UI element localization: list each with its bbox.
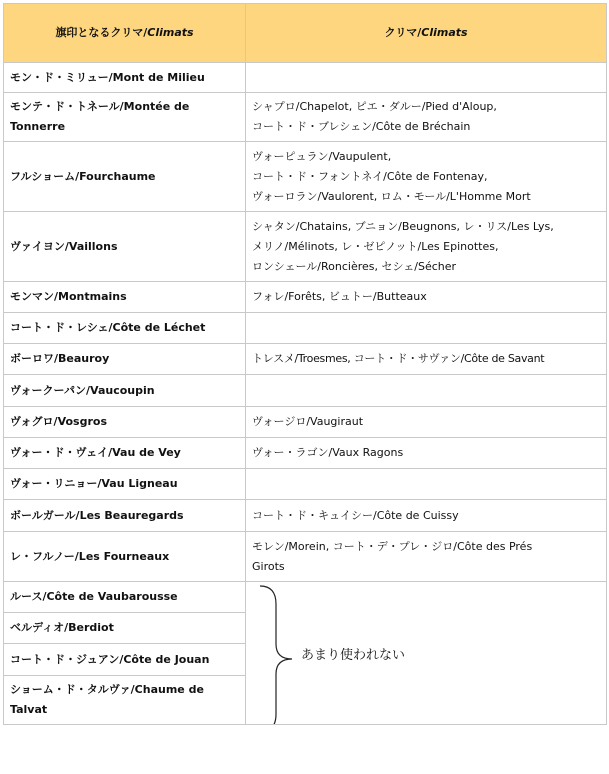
climat-line: ヴォー・ラゴン/Vaux Ragons [252,446,404,459]
table-row [4,344,607,375]
header-flagship-climats: 旗印となるクリマ/Climats [4,4,246,63]
climat-list [246,438,607,469]
climat-list [246,407,607,438]
climat-list [246,532,607,582]
flagship-climat: ベルディオ/Berdiot [4,613,246,644]
climat-line: トレスメ/Troesmes, コート・ド・サヴァン/Côte de Savant [252,352,545,365]
climat-line: ヴォージロ/Vaugiraut [252,415,364,428]
grouped-note: あまり使われない [301,648,406,663]
flagship-climat: コート・ド・ジュアン/Côte de Jouan [4,644,246,676]
climat-list [246,469,607,500]
table-row [4,282,607,313]
flagship-climat: ボーロワ/Beauroy [4,344,246,375]
climats-table [3,3,607,725]
climat-list [246,212,607,282]
table-row [4,212,607,282]
climat-line: ヴォーピュラン/Vaupulent, [252,149,392,163]
table-row [4,582,607,613]
grouped-note-cell [246,582,607,725]
table-row [4,93,607,142]
flagship-climat: ヴァイヨン/Vaillons [4,212,246,282]
flagship-climat: モンテ・ド・トネール/Montée de Tonnerre [4,93,246,142]
climat-list [246,344,607,375]
climat-line: メリノ/Mélinots, レ・ゼピノット/Les Epinottes, [252,239,499,253]
climat-line: モレン/Morein, コート・デ・プレ・ジロ/Côte des Prés [252,539,533,553]
table-row [4,142,607,212]
climat-list [246,313,607,344]
flagship-climat: ヴォグロ/Vosgros [4,407,246,438]
climat-list [246,93,607,142]
flagship-climat: ヴォー・リニョー/Vau Ligneau [4,469,246,500]
header-row [4,4,607,63]
flagship-climat: モンマン/Montmains [4,282,246,313]
flagship-climat: ルース/Côte de Vaubarousse [4,582,246,613]
flagship-climat: フルショーム/Fourchaume [4,142,246,212]
table-row [4,63,607,93]
table-row [4,469,607,500]
climat-line: Girots [252,559,285,573]
flagship-climat: モン・ド・ミリュー/Mont de Milieu [4,63,246,93]
flagship-climat: コート・ド・レシェ/Côte de Léchet [4,313,246,344]
flagship-climat: ボールガール/Les Beauregards [4,500,246,532]
climat-list [246,63,607,93]
climat-line: シャタン/Chatains, ブニョン/Beugnons, レ・リス/Les Lys, [252,219,554,233]
climat-line: コート・ド・フォントネイ/Côte de Fontenay, [252,169,488,183]
climat-line: ヴォーロラン/Vaulorent, ロム・モール/L'Homme Mort [252,189,531,203]
climat-line: コート・ド・ブレシェン/Côte de Bréchain [252,120,471,133]
table-row [4,407,607,438]
climat-line: コート・ド・キュイシー/Côte de Cuissy [252,508,459,522]
climat-list [246,282,607,313]
flagship-climat: ショーム・ド・タルヴァ/Chaume de Talvat [4,676,246,725]
table-row [4,500,607,532]
flagship-climat: レ・フルノー/Les Fourneaux [4,532,246,582]
table-row [4,532,607,582]
table-row [4,438,607,469]
climat-list [246,142,607,212]
table-row [4,313,607,344]
climat-list [246,500,607,532]
header-climats: クリマ/Climats [246,4,607,63]
climat-line: シャプロ/Chapelot, ピエ・ダルー/Pied d'Aloup, [252,100,497,113]
climat-line: ロンシェール/Roncières, セシェ/Sécher [252,259,457,273]
flagship-climat: ヴォークーパン/Vaucoupin [4,375,246,407]
climat-list [246,375,607,407]
climat-line: フォレ/Forêts, ビュトー/Butteaux [252,290,427,303]
curly-brace-icon [256,584,296,725]
flagship-climat: ヴォー・ド・ヴェイ/Vau de Vey [4,438,246,469]
table-row [4,375,607,407]
